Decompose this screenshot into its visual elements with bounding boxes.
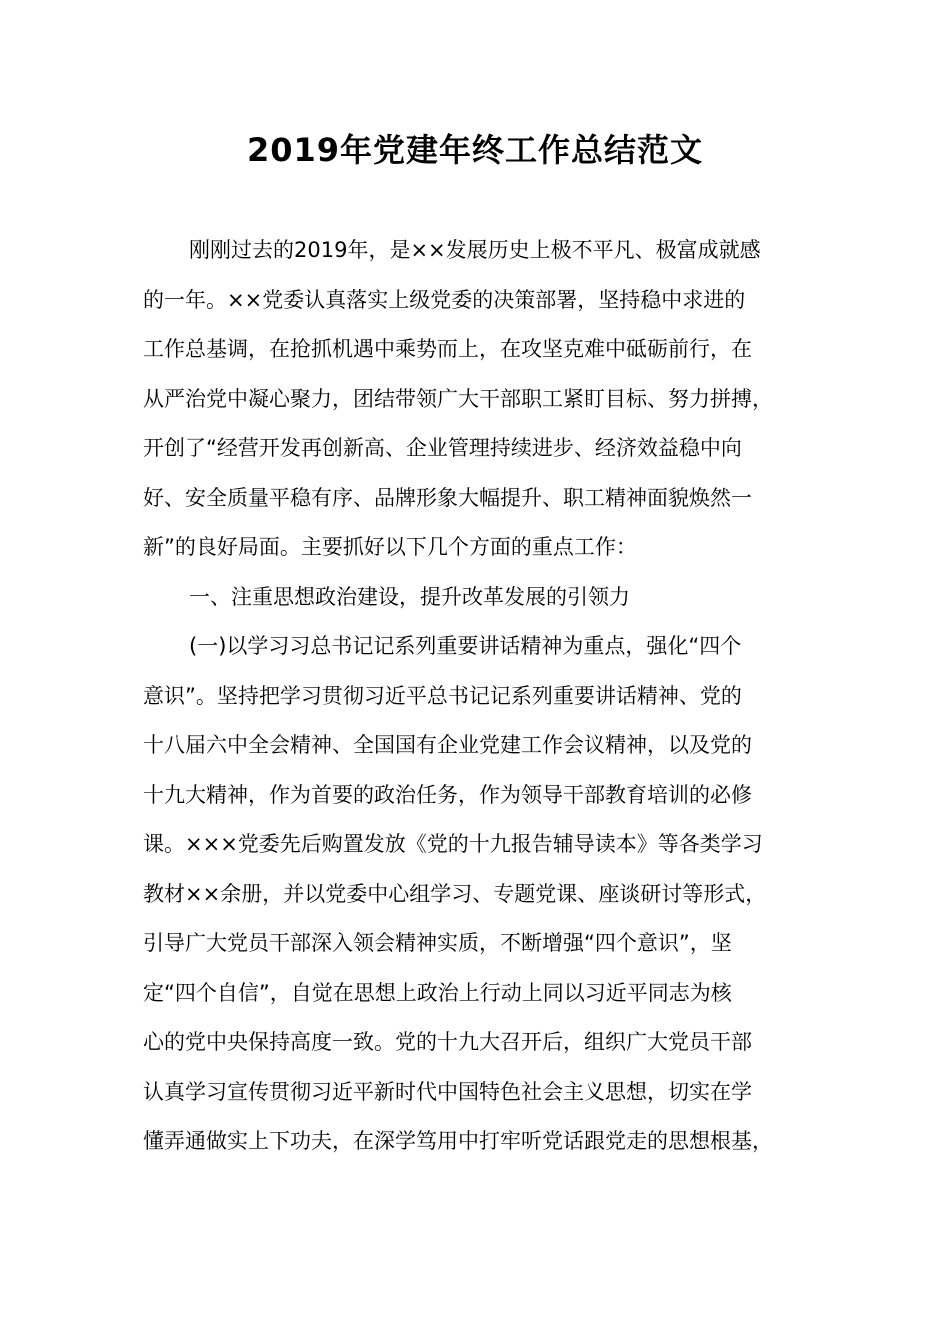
paragraph-line: 开创了“经营开发再创新高、企业管理持续进步、经济效益稳中向 <box>143 436 742 460</box>
paragraph-line: 教材××余册，并以党委中心组学习、专题党课、座谈研讨等形式， <box>143 881 767 906</box>
paragraph-line: 课。×××党委先后购置发放《党的十九报告辅导读本》等各类学习 <box>143 832 763 856</box>
section-heading: 一、注重思想政治建设，提升改革发展的引领力 <box>189 584 630 609</box>
paragraph-line: 引导广大党员干部深入领会精神实质，不断增强“四个意识”，坚 <box>143 931 732 955</box>
document-title: 2019年党建年终工作总结范文 <box>246 131 704 169</box>
paragraph-line: 懂弄通做实上下功夫，在深学笃用中打牢听党话跟党走的思想根基， <box>143 1129 773 1153</box>
paragraph-line: 的一年。××党委认真落实上级党委的决策部署，坚持稳中求进的 <box>143 287 746 312</box>
paragraph-line: 工作总基调，在抢抓机遇中乘势而上，在攻坚克难中砥砺前行，在 <box>143 337 752 361</box>
document-body <box>143 226 807 1167</box>
paragraph-line: 心的党中央保持高度一致。党的十九大召开后，组织广大党员干部 <box>143 1030 752 1054</box>
paragraph-line: 十八届六中全会精神、全国国有企业党建工作会议精神，以及党的 <box>143 733 752 757</box>
paragraph-line: 定“四个自信”，自觉在思想上政治上行动上同以习近平同志为核 <box>143 980 732 1005</box>
paragraph-line: 刚刚过去的2019年，是××发展历史上极不平凡、极富成就感 <box>189 238 761 262</box>
paragraph-line: 认真学习宣传贯彻习近平新时代中国特色社会主义思想，切实在学 <box>143 1079 752 1104</box>
paragraph-line: 意识”。坚持把学习贯彻习近平总书记记系列重要讲话精神、党的 <box>143 683 742 708</box>
paragraph-line: 十九大精神，作为首要的政治任务，作为领导干部教育培训的必修 <box>143 782 752 807</box>
paragraph-line: 新”的良好局面。主要抓好以下几个方面的重点工作： <box>143 535 637 559</box>
paragraph-line: (一)以学习习总书记记系列重要讲话精神为重点，强化“四个 <box>189 634 742 658</box>
paragraph-line: 从严治党中凝心聚力，团结带领广大干部职工紧盯目标、努力拼搏， <box>143 386 773 411</box>
paragraph-line: 好、安全质量平稳有序、品牌形象大幅提升、职工精神面貌焕然一 <box>143 485 752 510</box>
